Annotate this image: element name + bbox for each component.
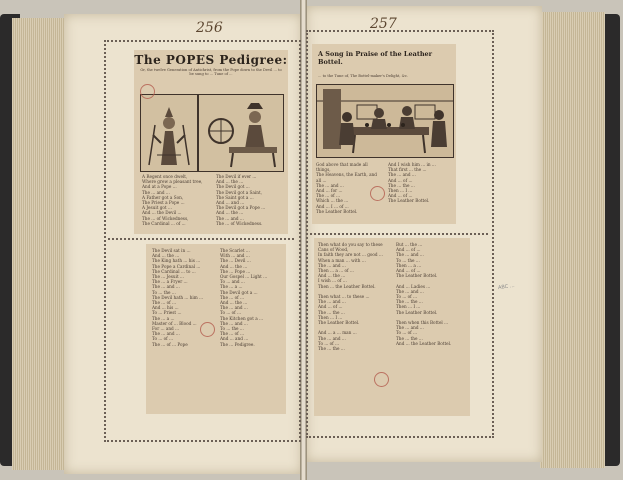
library-stamp	[370, 186, 385, 201]
broadside-column-2: And I wish him ... in ... That first ... the ... The ... and ... And ... of ... The ... the ... Then ... I ... And ... of ... The Leather Bottel.	[388, 162, 436, 204]
library-stamp	[200, 322, 215, 337]
broadside-column-2: But ... the ... And ... of ... The ... and ... To ... the ... Then ... a ... And ... of ... The Leather Bottel. And ... Ladies ... The ... and ... To ... of ... The ... the ... Then ... I ... The Leather Bottel. Then when this Bottel ... The ... and ... To ... of ... The ... the ... And ... the Leather Bottel.	[396, 242, 452, 346]
left-page-edges	[12, 18, 68, 470]
broadside-column-2: The Scarlet ... With ... and ... The ... Devil ... And ... the ... The ... Pope ... Our Gospel ... Light ... To ... and ... The ... a ... The Devil got a ... The ... of ... And ... the ... The ... and ... To ... of ... The Kitchen got a ... The ... and ... To ... the ... The ... of ... And ... and ... The ... Pedigree.	[220, 248, 268, 347]
broadside-subtitle: ... to the Tune of, The Bottel-maker's Delight, &c.	[318, 74, 409, 78]
right-page-divider	[310, 233, 488, 237]
right-bottom-broadside	[314, 238, 470, 416]
tavern-scene-woodcut-icon	[317, 85, 453, 157]
left-page-divider	[108, 238, 294, 242]
craftsman-woodcut-icon	[199, 95, 283, 171]
right-page-edges	[540, 12, 605, 468]
woodcut-drinking-scene	[316, 84, 454, 158]
broadside-column-2: The Devil if ever ... And ... the ... The Devil got ... The Devil got a Saint, The Saint got a ... And ... and ... The Devil got a Pope ... And ... the ... The ... and ... The ... of Wickedness.	[216, 174, 266, 226]
broadside-title: A Song in Praise of the Leather Bottel.	[318, 50, 433, 66]
left-bottom-broadside	[146, 244, 286, 414]
library-stamp	[374, 372, 389, 387]
broadside-column-1: The Devil sat in ... And ... the ... The King hath ... his ... The Pope a Cardinal ... The Cardinal ... to ... The ... Jesuit ... The ... a Fryer ... The ... and ... To ... the ... The Devil hath ... him ... The ... of ... And ... his ... To ... Priest ... The ... a ... Master of ... Blood ... For ... and ... The ... and ... To ... of ... The ... of ... Pope	[152, 248, 204, 347]
pope-woodcut-icon	[141, 95, 197, 171]
left-top-broadside	[134, 50, 288, 234]
woodcut-craftsman-figure	[198, 94, 284, 172]
pencil-annotation: ABC ...	[497, 282, 515, 292]
library-stamp	[140, 84, 155, 99]
broadside-column-1: Then what do you say to these Cans of Wood, In faith they are not ... good ... When a man ... with ... The ... and ... Then ... a ... of ... And ... the ... I wish ... of ... Then ... the Leather Bottel. Then what ... to these ... The ... and ... And ... of ... The ... the ... Then ... I ... The Leather Bottel. And ... a ... man ... The ... and ... To ... of ... The ... the ...	[318, 242, 383, 352]
woodcut-pope-figure	[140, 94, 198, 172]
broadside-title: The POPES Pedigree:	[134, 53, 288, 67]
bookmark-strip	[302, 0, 305, 480]
broadside-column-1: God above that made all things, The Heavens, the Earth, and all ... The ... and ... And ... for ... The ... of ... Which ... the ... And ... I ... of ... The Leather Bottel.	[316, 162, 377, 214]
broadside-subtitle: Or, the twelve Generation of Antichrist, from the Pope down to the Devil ... to be sung to ... Tune of ...	[140, 68, 282, 77]
right-page-number: 257	[370, 16, 397, 32]
left-page-number: 256	[196, 20, 223, 36]
broadside-column-1: A Regent once dwelt, Where grew a pleasant tree, And at a Pope ... The ... and ... A Father got a Son, The Priest a Pope ... A Jesuit got ... And ... the Devil ... The ... of Wickedness, The Cardinal ... of ...	[142, 174, 203, 226]
